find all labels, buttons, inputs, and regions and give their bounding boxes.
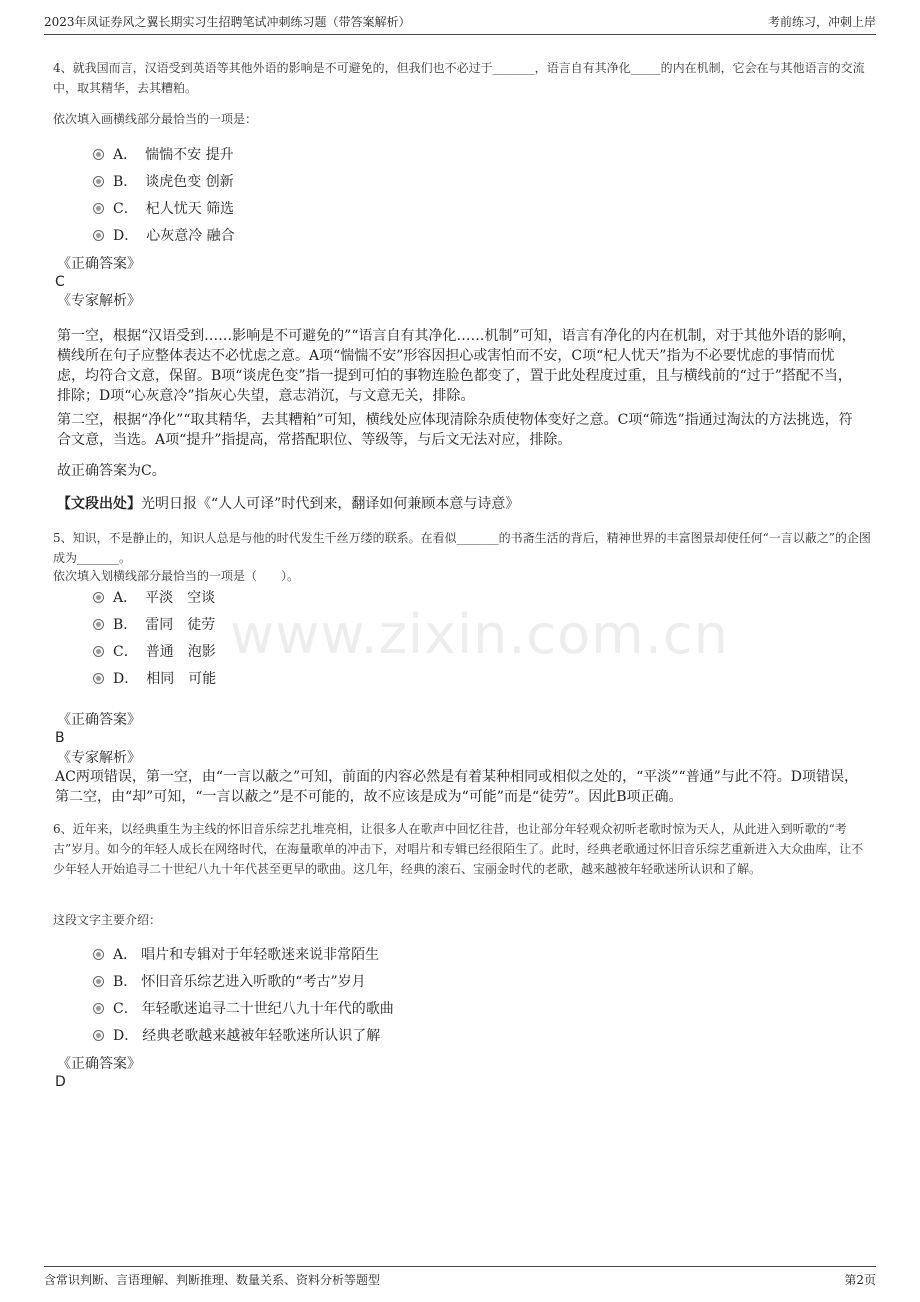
question-4-analysis-paragraph: 第二空，根据“净化”“取其精华，去其糟粕”可知，横线处应体现清除杂质使物体变好之意。C项“筛选”指通过淘汰的方法挑选，符合文意，当选。A项“提升”指提高，常搭配职位、等级等，与后文无法对应，排除。 — [57, 412, 853, 448]
radio-icon[interactable] — [93, 592, 104, 603]
radio-icon[interactable] — [93, 619, 104, 630]
question-5-option-a[interactable]: A． 平淡 空谈 — [93, 587, 215, 609]
page-header — [44, 14, 876, 35]
question-6-answer-label: 《正确答案》 — [57, 1056, 141, 1072]
radio-icon[interactable] — [93, 149, 104, 160]
question-4-analysis-label: 《专家解析》 — [57, 293, 141, 309]
question-5-analysis-paragraph: AC两项错误，第一空，由“一言以蔽之”可知，前面的内容必然是有着某种相同或相似之处的，“平淡”“普通”与此不符。D项错误，第二空，由“却”可知，“一言以蔽之”是不可能的，故不应该是成为“可能”而是“徒劳”。因此B项正确。 — [55, 769, 858, 805]
radio-icon[interactable] — [93, 949, 104, 960]
question-4-option-c[interactable]: C． 杞人忧天 筛选 — [93, 198, 234, 220]
question-5-option-b[interactable]: B． 雷同 徒劳 — [93, 614, 215, 636]
question-4-option-b[interactable]: B． 谈虎色变 创新 — [93, 171, 234, 193]
footer-categories: 含常识判断、言语理解、判断推理、数量关系、资料分析等题型 — [44, 1273, 381, 1287]
radio-icon[interactable] — [93, 673, 104, 684]
question-4-source — [57, 494, 862, 514]
radio-icon[interactable] — [93, 1003, 104, 1014]
question-4-option-a[interactable]: A． 惴惴不安 提升 — [93, 144, 234, 166]
question-6-option-c[interactable]: C． 年轻歌迷追寻二十世纪八九十年代的歌曲 — [93, 998, 394, 1020]
question-4-stem: 4、就我国而言，汉语受到英语等其他外语的影响是不可避免的，但我们也不必过于_______，语言自有其净化_____的内在机制，它会在与其他语言的交流中，取其精华，去其糟粕。 — [53, 61, 865, 95]
source-label: 【文段出处】 — [57, 496, 141, 512]
question-5-answer-label: 《正确答案》 — [57, 712, 141, 728]
question-6-stem: 6、近年来，以经典重生为主线的怀旧音乐综艺扎堆亮相，让很多人在歌声中回忆往昔，也让部分年轻观众初听老歌时惊为天人，从此进入到听歌的“考古”岁月。如今的年轻人成长在网络时代，在海量歌单的冲击下，对唱片和专辑已经很陌生了。此时，经典老歌通过怀旧音乐综艺重新进入大众曲库，让不少年轻人开始追寻二十世纪八九十年代甚至更早的歌曲。这几年，经典的滚石、宝丽金时代的老歌，越来越被年轻歌迷所认识和了解。 — [53, 822, 864, 876]
watermark: www.zixin.com.cn — [230, 603, 729, 666]
question-4-prompt: 依次填入画横线部分最恰当的一项是： — [53, 112, 258, 126]
radio-icon[interactable] — [93, 176, 104, 187]
radio-icon[interactable] — [93, 230, 104, 241]
document-title: 2023年凤证券风之翼长期实习生招聘笔试冲刺练习题（带答案解析） — [44, 15, 411, 29]
radio-icon[interactable] — [93, 1030, 104, 1041]
question-5-option-d[interactable]: D． 相同 可能 — [93, 668, 216, 690]
question-5-prompt: 依次填入划横线部分最恰当的一项是（ ）。 — [53, 569, 300, 583]
question-5-option-c[interactable]: C． 普通 泡影 — [93, 641, 216, 663]
radio-icon[interactable] — [93, 646, 104, 657]
question-6-answer: D — [55, 1074, 66, 1090]
radio-icon[interactable] — [93, 976, 104, 987]
question-6-option-b[interactable]: B． 怀旧音乐综艺进入听歌的“考古”岁月 — [93, 971, 366, 993]
question-4-analysis-paragraph: 第一空，根据“汉语受到……影响是不可避免的”“语言自有其净化……机制”可知，语言有净化的内在机制，对于其他外语的影响，横线所在句子应整体表达不必忧虑之意。A项“惴惴不安”形容因担心或害怕而不安，C项“杞人忧天”指为不必要忧虑的事情而忧虑，均符合文意，保留。B项“谈虎色变”指一提到可怕的事物连脸色都变了，置于此处程度过重，且与横线前的“过于”搭配不当，排除；D项“心灰意冷”指灰心失望，意志消沉，与文意无关，排除。 — [57, 328, 856, 404]
question-5-analysis-label: 《专家解析》 — [57, 750, 141, 766]
question-4-answer: C — [55, 274, 65, 290]
header-slogan: 考前练习，冲刺上岸 — [767, 15, 876, 29]
question-6-option-a[interactable]: A． 唱片和专辑对于年轻歌迷来说非常陌生 — [93, 944, 379, 966]
question-4-answer-label: 《正确答案》 — [57, 256, 141, 272]
radio-icon[interactable] — [93, 203, 104, 214]
question-5-stem: 5、知识，不是静止的，知识人总是与他的时代发生千丝万缕的联系。在看似_______的书斋生活的背后，精神世界的丰富图景却使任何“一言以蔽之”的企图成为_______。 — [53, 531, 871, 565]
page-footer — [44, 1266, 876, 1289]
question-4-analysis-conclusion: 故正确答案为C。 — [57, 463, 166, 479]
page-number: 第2页 — [844, 1273, 876, 1287]
question-5-answer: B — [55, 730, 65, 746]
source-text: 光明日报《“人人可译”时代到来，翻译如何兼顾本意与诗意》 — [141, 496, 520, 512]
question-6-prompt: 这段文字主要介绍： — [53, 913, 162, 927]
question-6-option-d[interactable]: D． 经典老歌越来越被年轻歌迷所认识了解 — [93, 1025, 380, 1047]
question-4-option-d[interactable]: D． 心灰意冷 融合 — [93, 225, 235, 247]
